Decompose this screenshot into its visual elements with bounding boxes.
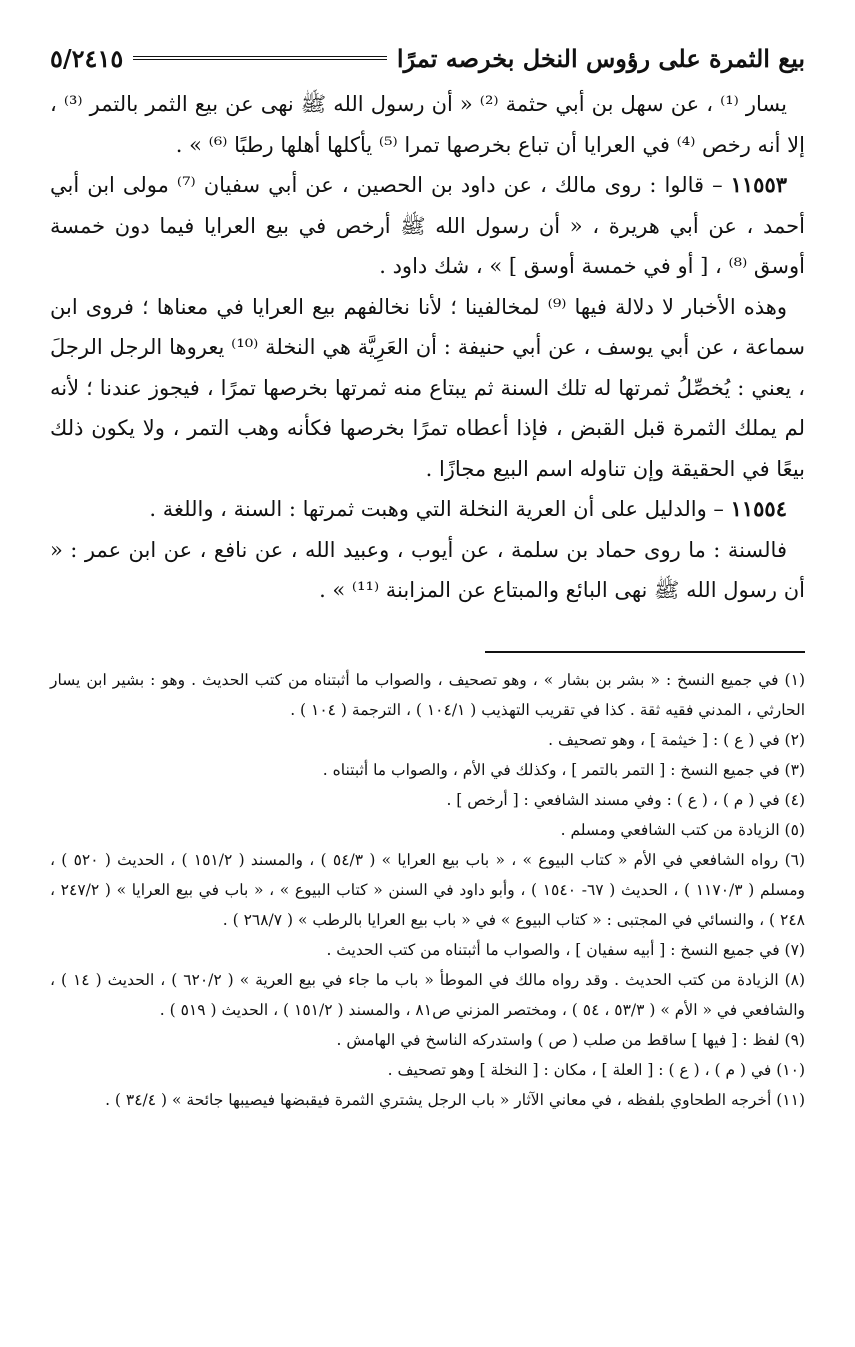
page-number: ٥/٢٤١٥: [50, 43, 124, 73]
footnotes: [50, 665, 805, 1115]
paragraph-number: ١١٥٥٤: [730, 496, 787, 521]
footnote: (٨) الزيادة من كتب الحديث . وقد رواه مالك في الموطأ « باب ما جاء في بيع العرية » ( ٦٢٠/٢ ) ، الحديث ( ١٤ ) ، والشافعي في « الأم » ( ٥٣/٣ ، ٥٤ ) ، ومختصر المزني ص٨١ ، والمسند ( ١٥١/٢ ) ، الحديث ( ٥١٩ ) .: [50, 970, 806, 1019]
footnote: (٣) في جميع النسخ : [ التمر بالتمر ] ، وكذلك في الأم ، والصواب ما أثبتناه .: [322, 760, 805, 779]
header-rule: [133, 56, 387, 60]
footnote: (٢) في ( ع ) : [ خيثمة ] ، وهو تصحيف .: [548, 730, 805, 749]
footnote-separator: [485, 651, 805, 653]
footnote: (١١) أخرجه الطحاوي بلفظه ، في معاني الآثار « باب الرجل يشتري الثمرة فيقبضها فيصيبها جائحة » ( ٣٤/٤ ) .: [105, 1090, 805, 1109]
footnote: (٩) لفظ : [ فيها ] ساقط من صلب ( ص ) واستدركه الناسخ في الهامش .: [336, 1030, 805, 1049]
paragraph: [50, 165, 805, 287]
paragraph: يسار ⁽¹⁾ ، عن سهل بن أبي حثمة ⁽²⁾ « أن رسول الله ﷺ نهى عن بيع الثمر بالتمر ⁽³⁾ ، إلا أنه رخص ⁽⁴⁾ في العرايا أن تباع بخرصها تمرا ⁽⁵⁾ يأكلها أهلها رطبًا ⁽⁶⁾ » .: [50, 92, 805, 157]
paragraph: وهذه الأخبار لا دلالة فيها ⁽⁹⁾ لمخالفينا ؛ لأنا نخالفهم بيع العرايا في معناها ؛ فروى ابن سماعة ، عن أبي يوسف ، عن أبي حنيفة : أن العَرِيَّة هي النخلة ⁽¹⁰⁾ يعروها الرجل الرجلَ ، يعني : يُخصِّلُ ثمرتها له تلك السنة ثم يبتاع منه ثمرتها بخرصها تمرًا ، فيجوز عندنا ؛ لأنه لم يملك الثمرة قبل القبض ، فإذا أعطاه تمرًا بخرصها فكأنه وهب التمر ، ولا يكون ذلك بيعًا في الحقيقة وإن تناوله اسم البيع مجازًا .: [50, 294, 805, 481]
footnote: (١) في جميع النسخ : « بشر بن بشار » ، وهو تصحيف ، والصواب ما أثبتناه من كتب الحديث . وهو : بشير ابن يسار الحارثي ، المدني فقيه ثقة . كذا في تقريب التهذيب ( ١٠٤/١ ) ، الترجمة ( ١٠٤ ) .: [50, 670, 805, 719]
paragraph: [50, 489, 805, 530]
footnote: (٤) في ( م ) ، ( ع ) : وفي مسند الشافعي : [ أرخص ] .: [446, 790, 805, 809]
footnote: (٥) الزيادة من كتب الشافعي ومسلم .: [560, 820, 805, 839]
paragraph: فالسنة : ما روى حماد بن سلمة ، عن أيوب ، وعبيد الله ، عن نافع ، عن ابن عمر : « أن رسول الله ﷺ نهى البائع والمبتاع عن المزابنة ⁽¹¹⁾ » .: [50, 537, 805, 602]
paragraph-number: ١١٥٥٣: [730, 172, 788, 197]
document-page: [50, 40, 805, 1115]
footnote: (٦) رواه الشافعي في الأم « كتاب البيوع » ، « باب بيع العرايا » ( ٥٤/٣ ) ، والمسند ( ١٥١/٢ ) ، الحديث ( ٥٢٠ ) ، ومسلم ( ١١٧٠/٣ ) ، الحديث ( ٦٧- ١٥٤٠ ) ، وأبو داود في السنن « كتاب البيوع » ، « باب في بيع العرايا » ( ٢٤٧/٢ ، ٢٤٨ ) ، والنسائي في المجتبى : « كتاب البيوع » في « باب بيع العرايا بالرطب » ( ٢٦٨/٧ ) .: [50, 850, 806, 929]
running-header: [50, 40, 805, 76]
footnote: (١٠) في ( م ) ، ( ع ) : [ العلة ] ، مكان : [ النخلة ] وهو تصحيف .: [387, 1060, 805, 1079]
main-text: [50, 84, 805, 611]
footnote: (٧) في جميع النسخ : [ أبيه سفيان ] ، والصواب ما أثبتناه من كتب الحديث .: [326, 940, 805, 959]
paragraph-text: – والدليل على أن العرية النخلة التي وهبت ثمرتها : السنة ، واللغة .: [149, 497, 731, 521]
paragraph-text: – قالوا : روى مالك ، عن داود بن الحصين ، عن أبي سفيان ⁽⁷⁾ مولى ابن أبي أحمد ، عن أبي هريرة ، « أن رسول الله ﷺ أرخص في بيع العرايا فيما دون خمسة أوسق ⁽⁸⁾ ، [ أو في خمسة أوسق ] » ، شك داود .: [50, 173, 805, 278]
running-title: بيع الثمرة على رؤوس النخل بخرصه تمرًا: [396, 43, 805, 73]
